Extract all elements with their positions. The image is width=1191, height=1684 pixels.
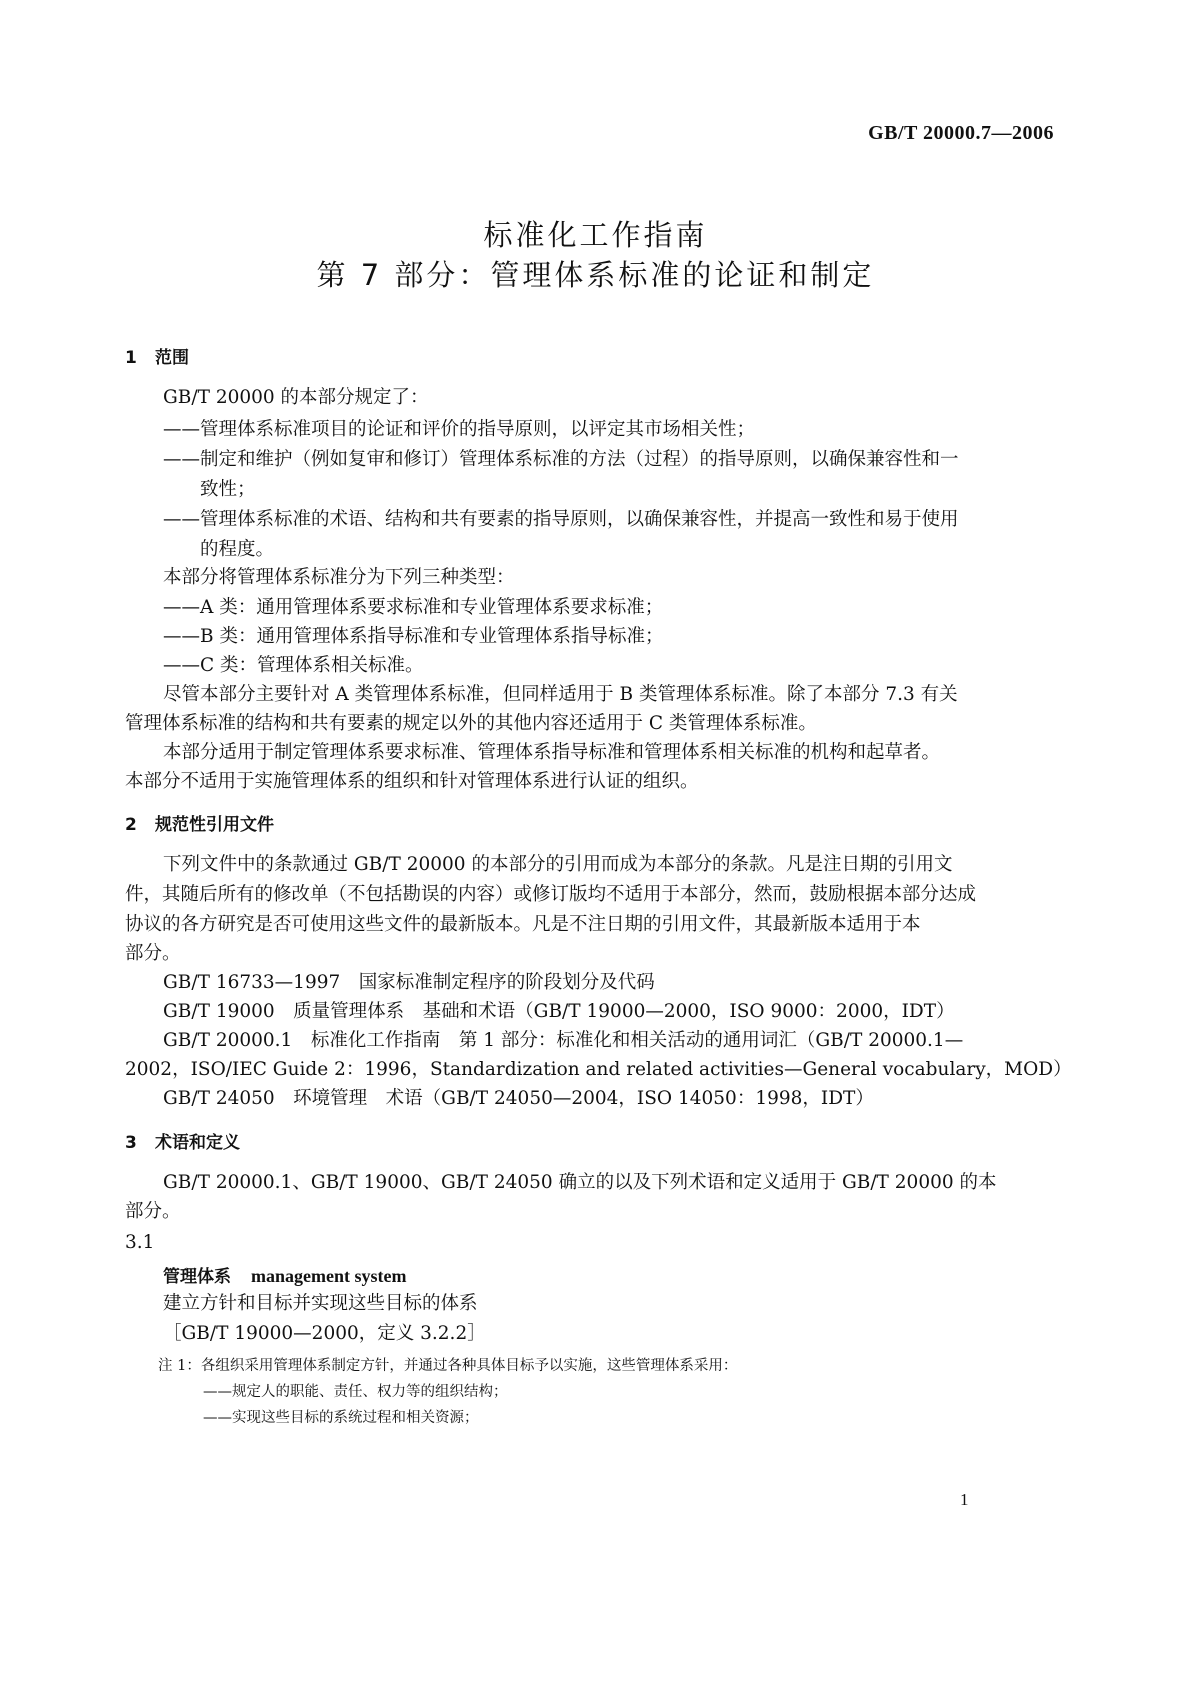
paragraph-continuation: 部分。 (125, 1201, 181, 1222)
list-item: ——制定和维护（例如复审和修订）管理体系标准的方法（过程）的指导原则，以确保兼容性和一 (163, 449, 959, 470)
document-id: GB/T 20000.7—2006 (868, 122, 1054, 144)
list-item: ——A 类：通用管理体系要求标准和专业管理体系要求标准； (163, 597, 664, 618)
paragraph: 本部分适用于制定管理体系要求标准、管理体系指导标准和管理体系相关标准的机构和起草者。 (163, 742, 941, 763)
paragraph-continuation: 本部分不适用于实施管理体系的组织和针对管理体系进行认证的组织。 (125, 771, 699, 792)
title-line-1: 标准化工作指南 (483, 218, 708, 252)
term-number: 3.1 (125, 1232, 155, 1253)
section-1-heading (125, 343, 189, 368)
section-title: 范围 (155, 348, 189, 368)
paragraph-continuation: 协议的各方研究是否可使用这些文件的最新版本。凡是不注日期的引用文件，其最新版本适用于本 (125, 914, 921, 935)
section-3-heading (125, 1128, 240, 1153)
list-item: ——C 类：管理体系相关标准。 (163, 655, 424, 676)
reference-continuation: 2002，ISO/IEC Guide 2：1996，Standardization and related activities—General vocabulary，MOD） (125, 1059, 1072, 1080)
section-title: 规范性引用文件 (155, 815, 274, 835)
note-item: ——规定人的职能、责任、权力等的组织结构； (203, 1384, 508, 1400)
list-item-continuation: 致性； (200, 479, 256, 500)
page-number: 1 (960, 1490, 969, 1509)
paragraph-continuation: 件，其随后所有的修改单（不包括勘误的内容）或修订版均不适用于本部分，然而，鼓励根据本部分达成 (125, 884, 977, 905)
paragraph: GB/T 20000.1、GB/T 19000、GB/T 24050 确立的以及下列术语和定义适用于 GB/T 20000 的本 (163, 1172, 997, 1193)
term-source: ［GB/T 19000—2000，定义 3.2.2］ (163, 1323, 486, 1344)
paragraph: 尽管本部分主要针对 A 类管理体系标准，但同样适用于 B 类管理体系标准。除了本部分 7.3 有关 (163, 684, 958, 705)
paragraph-continuation: 管理体系标准的结构和共有要素的规定以外的其他内容还适用于 C 类管理体系标准。 (125, 713, 817, 734)
list-item: ——管理体系标准的术语、结构和共有要素的指导原则，以确保兼容性，并提高一致性和易于使用 (163, 509, 959, 530)
reference: GB/T 20000.1 标准化工作指南 第 1 部分：标准化和相关活动的通用词汇（GB/T 20000.1— (163, 1030, 964, 1051)
term-heading (163, 1262, 406, 1287)
section-number: 3 (125, 1133, 137, 1153)
section-title: 术语和定义 (155, 1133, 240, 1153)
title-line-2: 第 7 部分：管理体系标准的论证和制定 (316, 258, 875, 292)
section-2-heading (125, 810, 274, 835)
term-english: management system (251, 1266, 407, 1286)
list-item: ——管理体系标准项目的论证和评价的指导原则，以评定其市场相关性； (163, 419, 756, 440)
reference: GB/T 24050 环境管理 术语（GB/T 24050—2004，ISO 14050：1998，IDT） (163, 1088, 874, 1109)
paragraph-continuation: 部分。 (125, 943, 181, 964)
term-definition: 建立方针和目标并实现这些目标的体系 (163, 1293, 478, 1314)
list-item: ——B 类：通用管理体系指导标准和专业管理体系指导标准； (163, 626, 664, 647)
note-item: ——实现这些目标的系统过程和相关资源； (203, 1410, 479, 1426)
note: 注 1：各组织采用管理体系制定方针，并通过各种具体目标予以实施，这些管理体系采用： (158, 1358, 738, 1374)
section-number: 2 (125, 815, 137, 835)
reference: GB/T 19000 质量管理体系 基础和术语（GB/T 19000—2000，ISO 9000：2000，IDT） (163, 1001, 955, 1022)
term-chinese: 管理体系 (163, 1267, 231, 1287)
list-item-continuation: 的程度。 (200, 539, 275, 560)
reference: GB/T 16733—1997 国家标准制定程序的阶段划分及代码 (163, 972, 655, 993)
section-number: 1 (125, 348, 137, 368)
paragraph: 下列文件中的条款通过 GB/T 20000 的本部分的引用而成为本部分的条款。凡是注日期的引用文 (163, 854, 953, 875)
paragraph: 本部分将管理体系标准分为下列三种类型： (163, 567, 515, 588)
paragraph: GB/T 20000 的本部分规定了： (163, 387, 429, 408)
